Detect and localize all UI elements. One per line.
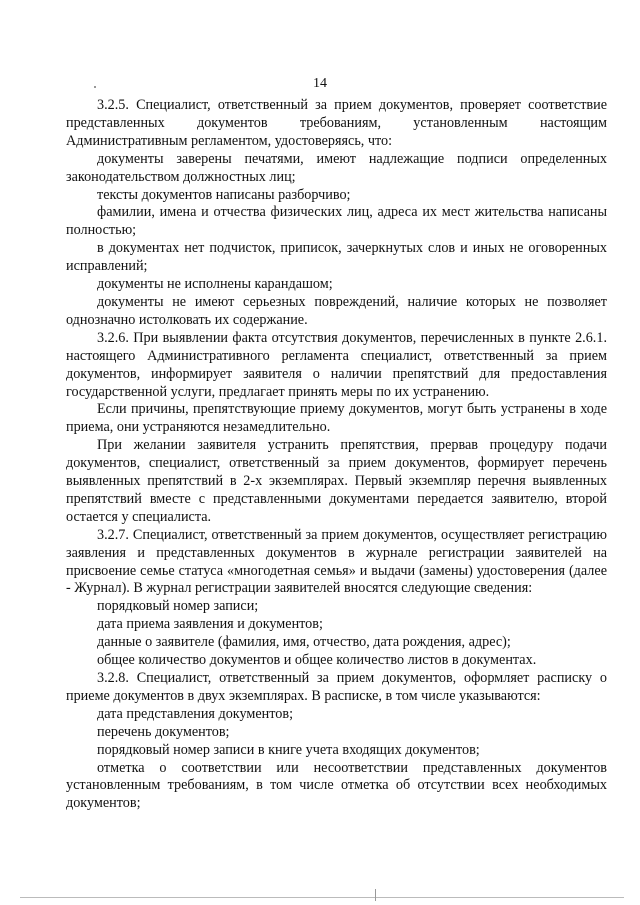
list-item-no-erasures: в документах нет подчисток, приписок, зачеркнутых слов и иных не оговоренных исправлений; bbox=[66, 240, 607, 275]
list-item-registry-number: порядковый номер записи в книге учета входящих документов; bbox=[97, 741, 480, 758]
list-item-record-number: порядковый номер записи; bbox=[97, 598, 259, 615]
page-number: 14 bbox=[313, 76, 327, 91]
paragraph-3-2-7: 3.2.7. Специалист, ответственный за прием документов, осуществляет регистрацию заявления и представленных документов в журнале регистрации заявителей на присвоение семье статуса «многодетная семья» и выдачи (замены) удостоверения (далее - Журнал). В журнал регистрации заявителей вносятся следующие сведения: bbox=[66, 526, 607, 597]
scan-bottom-tick bbox=[375, 889, 376, 901]
list-item-stamps: документы заверены печатями, имеют надлежащие подписи определенных законодательством должностных лиц; bbox=[66, 150, 607, 185]
list-item-compliance-mark: отметка о соответствии или несоответствии представленных документов установленным требованиям, в том числе отметка об отсутствии всех необходимых документов; bbox=[66, 759, 607, 812]
list-item-applicant-data: данные о заявителе (фамилия, имя, отчество, дата рождения, адрес); bbox=[97, 634, 511, 651]
paragraph-3-2-5: 3.2.5. Специалист, ответственный за прием документов, проверяет соответствие представленных документов требованиям, установленным настоящим Административным регламентом, удостоверяясь, что: bbox=[66, 97, 607, 149]
list-item-no-damage: документы не имеют серьезных повреждений, наличие которых не позволяет однозначно истолковать их содержание. bbox=[66, 293, 607, 328]
list-item-document-count: общее количество документов и общее количество листов в документах. bbox=[97, 652, 537, 669]
paragraph-interrupt: При желании заявителя устранить препятствия, прервав процедуру подачи документов, специалист, ответственный за прием документов, формирует перечень выявленных препятствий в 2-х экземплярах. Первый экземпляр перечня выявленных препятствий вместе с представленными документами передается заявителю, второй остается у специалиста. bbox=[66, 437, 607, 525]
document-body bbox=[66, 97, 607, 813]
paragraph-3-2-8: 3.2.8. Специалист, ответственный за прием документов, оформляет расписку о приеме документов в двух экземплярах. В расписке, в том числе указываются: bbox=[66, 670, 607, 704]
list-item-document-list: перечень документов; bbox=[97, 723, 230, 740]
list-item-receipt-date: дата приема заявления и документов; bbox=[97, 616, 323, 633]
scan-bottom-edge bbox=[20, 897, 624, 898]
paragraph-3-2-6: 3.2.6. При выявлении факта отсутствия документов, перечисленных в пункте 2.6.1. настоящего Административного регламента специалист, ответственный за прием документов, информирует заявителя о наличии препятствий для предоставления государственной услуги, предлагает принять меры по их устранению. bbox=[66, 329, 607, 400]
list-item-no-pencil: документы не исполнены карандашом; bbox=[97, 276, 333, 293]
paragraph-causes: Если причины, препятствующие приему документов, могут быть устранены в ходе приема, они устраняются незамедлительно. bbox=[66, 401, 607, 436]
list-item-submission-date: дата представления документов; bbox=[97, 705, 294, 722]
scan-speck bbox=[94, 86, 96, 88]
list-item-legible: тексты документов написаны разборчиво; bbox=[97, 186, 351, 203]
list-item-names: фамилии, имена и отчества физических лиц, адреса их мест жительства написаны полностью; bbox=[66, 204, 607, 239]
